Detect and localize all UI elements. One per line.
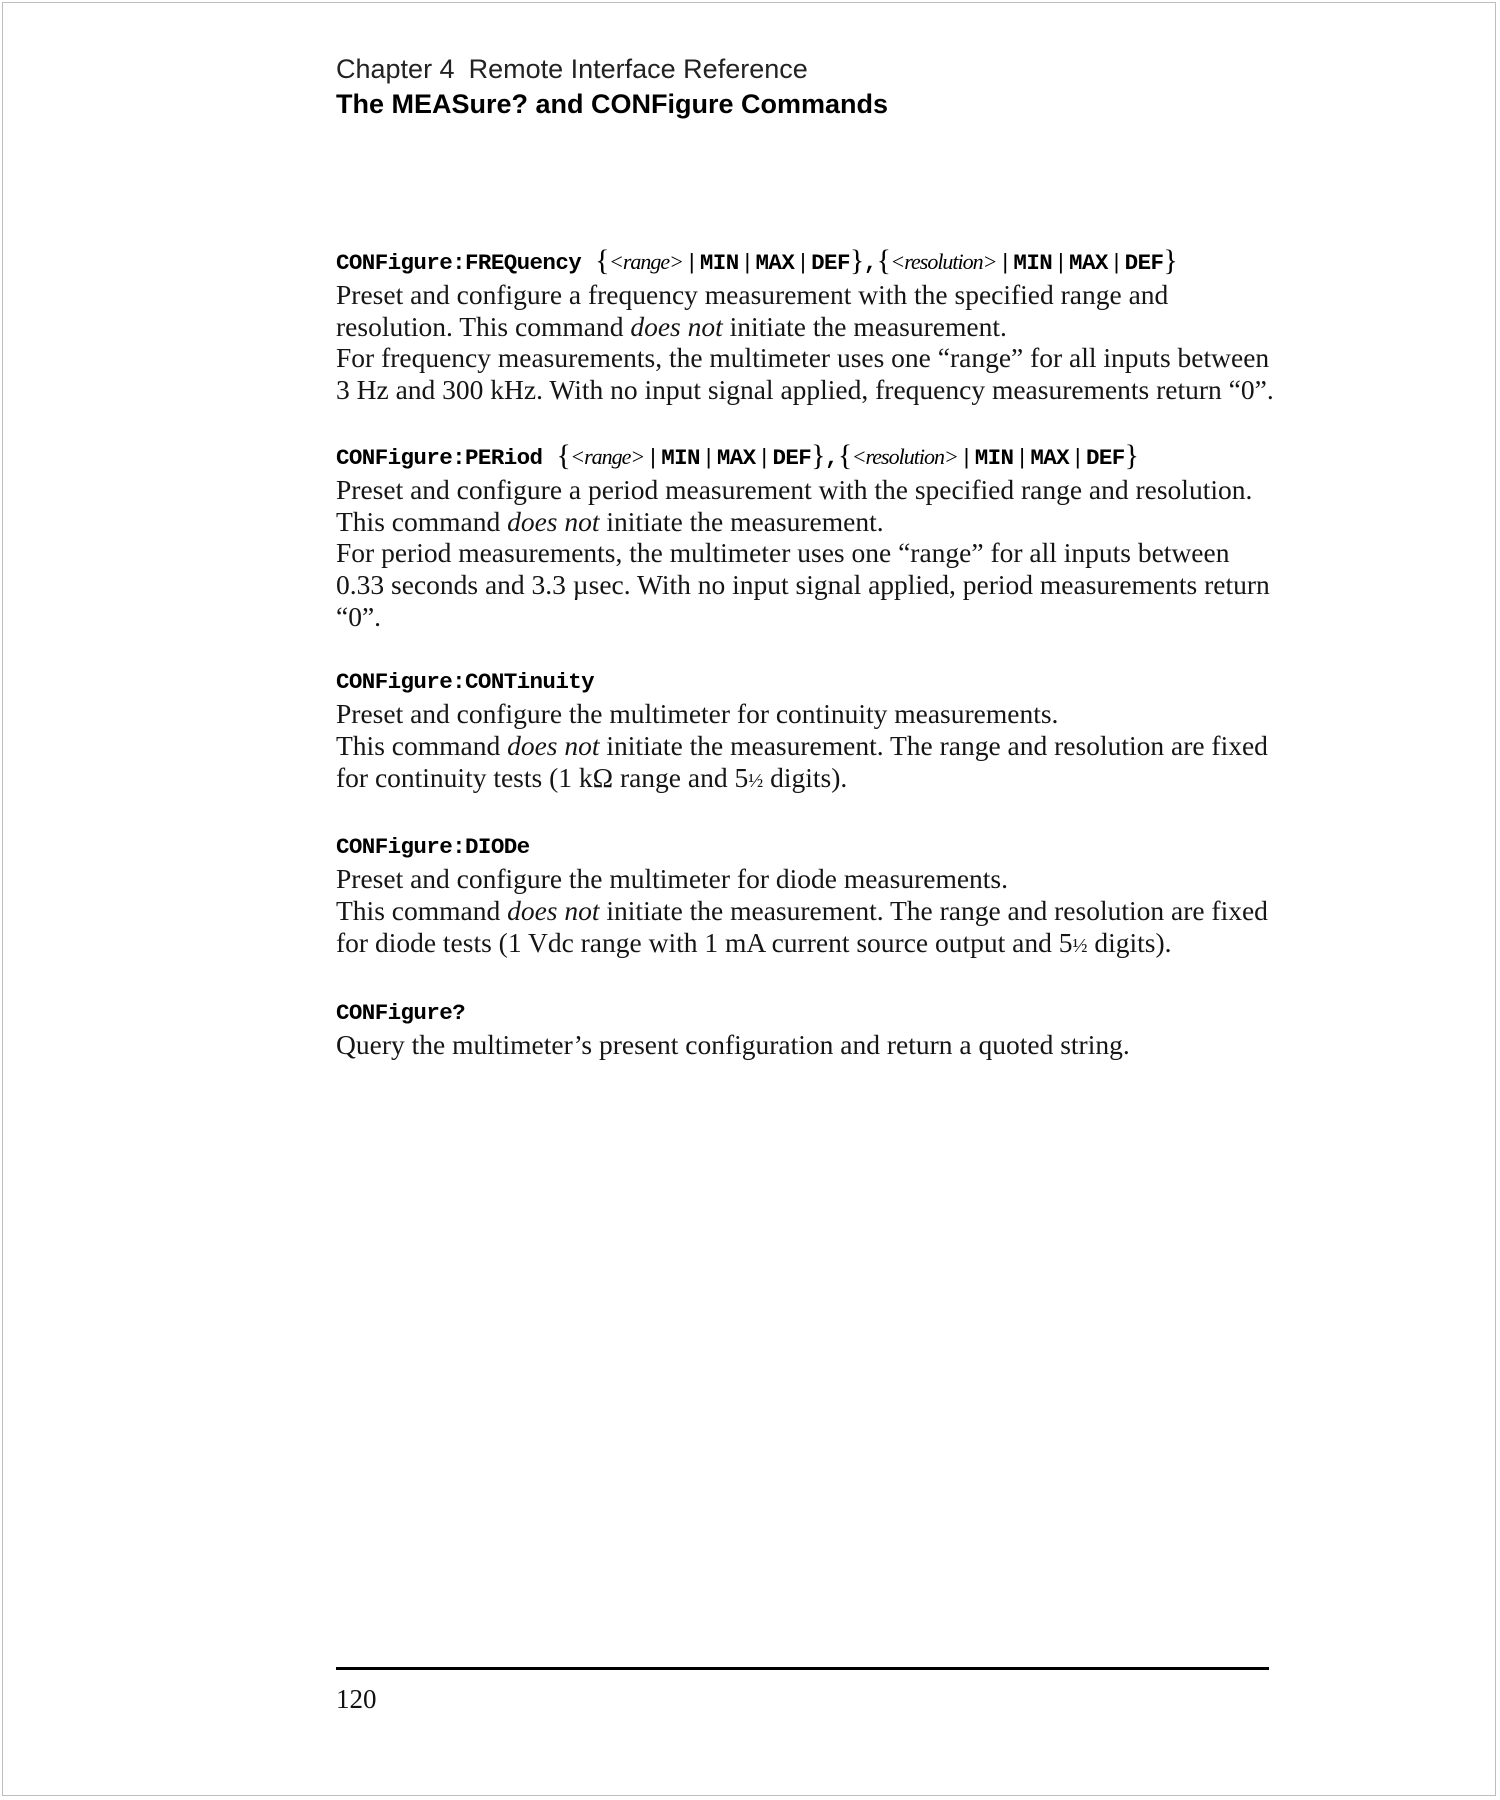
command-name: CONFigure? [336,999,466,1026]
page [2,2,1496,1796]
command-block-frequency [336,245,1276,406]
command-block-continuity [336,666,1276,797]
description-paragraph: Preset and configure a period measurement with the specified range and resolution. This command does not initiate the measurement. [336,473,1253,537]
option-min: MIN [974,444,1014,471]
description-paragraph: This command does not initiate the measurement. The range and resolution are fixed for continuity tests (1 kΩ range and 5½ digits). [336,730,1268,793]
option-max: MAX [1069,250,1108,276]
option-max: MAX [716,444,756,471]
range-param: <range> [570,443,645,469]
page-number: 120 [336,1684,377,1714]
resolution-param: <resolution> [851,443,958,469]
description-paragraph: Query the multimeter’s present configuration and return a quoted string. [336,1028,1130,1060]
command-syntax: CONFigure:PERiod {<range>|MIN|MAX|DEF},{<resolution>|MIN|MAX|DEF} [336,438,1139,472]
footer-divider [336,1667,1269,1670]
option-max: MAX [1030,444,1070,471]
option-max: MAX [755,250,795,276]
command-block-query [336,997,1276,1061]
description-paragraph: For frequency measurements, the multimeter uses one “range” for all inputs between 3 Hz and 300 kHz. With no input signal applied, frequency measurements return “0”. [336,342,1274,406]
option-min: MIN [699,250,739,276]
page-header [336,51,1276,121]
resolution-param: <resolution> [890,249,997,274]
description-paragraph: Preset and configure the multimeter for continuity measurements. [336,698,1059,730]
command-name: CONFigure:PERiod [336,444,543,471]
option-def: DEF [772,444,812,471]
range-param: <range> [608,249,683,274]
option-min: MIN [1013,250,1053,276]
command-name: CONFigure:DIODe [336,834,530,861]
option-def: DEF [1085,444,1125,471]
description-paragraph: This command does not initiate the measurement. The range and resolution are fixed for diode tests (1 Vdc range with 1 mA current source output and 5½ digits). [336,895,1268,958]
command-name: CONFigure:CONTinuity [336,669,595,696]
description-paragraph: Preset and configure the multimeter for diode measurements. [336,863,1009,895]
command-block-diode [336,831,1276,962]
option-def: DEF [1124,250,1164,276]
description-paragraph: Preset and configure a frequency measurement with the specified range and resolution. This command does not initiate the measurement. [336,279,1169,342]
description-paragraph: For period measurements, the multimeter uses one “range” for all inputs between 0.33 seconds and 3.3 µsec. With no input signal applied, period measurements return “0”. [336,537,1270,632]
chapter-heading [336,51,1276,87]
command-syntax: CONFigure:FREQuency {<range>|MIN|MAX|DEF},{<resolution>|MIN|MAX|DEF} [336,244,1178,277]
command-block-period [336,440,1276,633]
section-title: The MEASure? and CONFigure Commands [336,89,889,119]
option-min: MIN [661,444,700,471]
command-name: CONFigure:FREQuency [336,250,582,276]
chapter-label: Chapter 4 [336,54,455,84]
option-def: DEF [811,250,850,276]
document-body [336,245,1276,1094]
chapter-title: Remote Interface Reference [468,54,808,84]
